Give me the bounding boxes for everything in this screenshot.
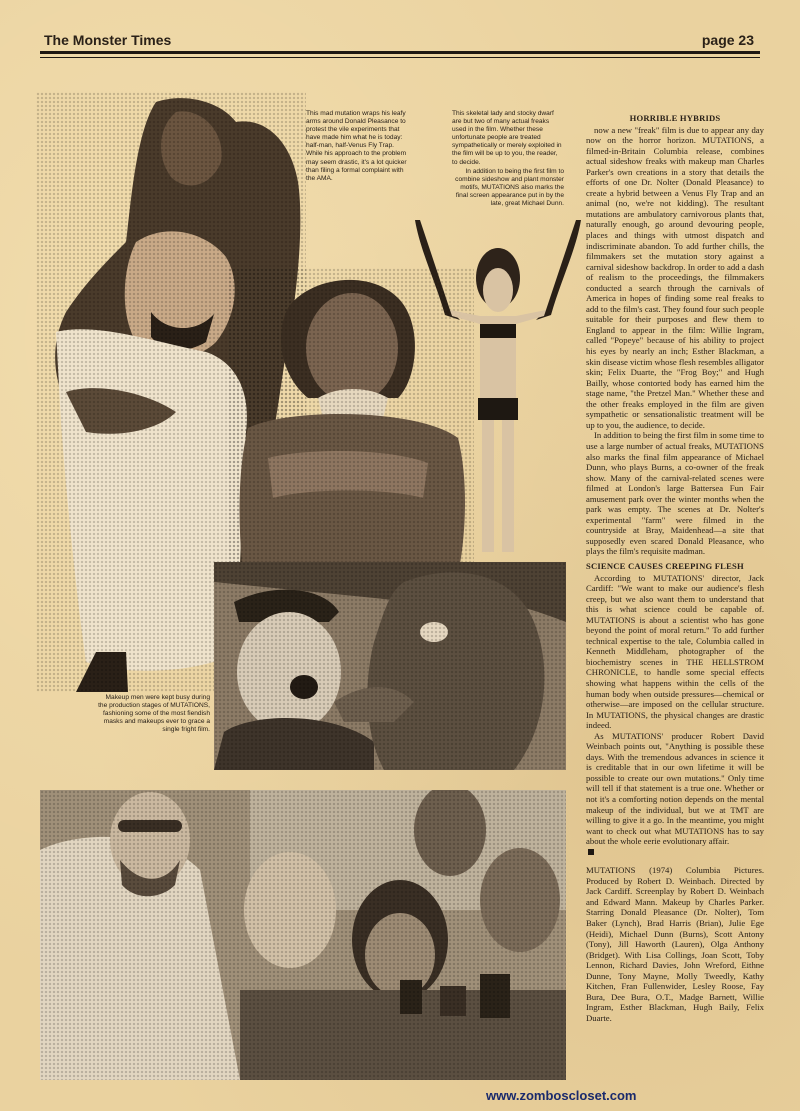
- caption-makeup-men-text: Makeup men were kept busy during the production stages of MUTATIONS, fashioning some of the most fiendish masks and makeups ever to grace a single fright film.: [98, 694, 210, 734]
- heading-science-creeping-flesh: SCIENCE CAUSES CREEPING FLESH: [586, 560, 744, 571]
- caption-skeletal-lady: [452, 110, 564, 208]
- caption-venus-trap-text: This mad mutation wraps his leafy arms around Donald Pleasance to protest the vile experiments that have made him what he is today: half-man, half-Venus Fly Trap. While his approach to the problem may seem drastic, it's a lot quicker than filing a formal complaint with the AMA.: [306, 110, 407, 182]
- article-paragraph: In addition to being the first film in some time to use a large number of actual freaks, MUTATIONS also marks the final film appearance of Michael Dunn, who plays Burns, a co-owner of the freak show. Many of the carnival-related scenes were filmed at London's large Battersea Fun Fair amusement park over the winter months when the park was empty. The scenes at Dr. Nolter's experimental "farm" were filmed in the countryside at Bray, Maidenhead—a site that supposedly even scared Donald Pleasance, who plays the film's requisite madman.: [586, 430, 764, 557]
- caption-venus-trap: [306, 110, 412, 183]
- skeletal-lady-illustration: [410, 220, 586, 552]
- caption-skeletal-lady-text-2: In addition to being the first film to combine sideshow and plant monster motifs, MUTATIONS also marks the final screen appearance put in by the late, great Michael Dunn.: [455, 167, 564, 208]
- caption-makeup-men: [98, 694, 210, 734]
- photo-skeletal-lady: [410, 220, 586, 552]
- article-column: [586, 113, 764, 1023]
- film-credits: MUTATIONS (1974) Columbia Pictures. Produced by Robert D. Weinbach. Directed by Jack Cardiff. Screenplay by Robert D. Weinbach and Edward Mann. Makeup by Charles Parker. Starring Donald Pleasance (Dr. Nolter), Tom Baker (Lynch), Brad Harris (Brian), Julie Ege (Heidi), Michael Dunn (Burns), Scott Antony (Tony), Jill Haworth (Lauren), Olga Anthony (Bridget). With Lisa Collings, Joan Scott, Toby Lennon, Richard Davies, John Wreford, Eithne Dunne, Tony Mayne, Molly Tweedly, Kathy Kitchen, Fran Fullenwider, Lesley Roose, Fay Bura, Dee Bura, O.T., Madge Barnett, Willie Ingram, Esther Blackman, Hugh Baily, Felix Duarte.: [586, 865, 764, 1023]
- header-rule: [40, 51, 760, 54]
- caption-skeletal-lady-text-1: This skeletal lady and stocky dwarf are but two of many actual freaks used in the film. Whether these unfortunate people are treated sympathetically or merely exploited in the film will be up to you, the reader, to decide.: [452, 110, 562, 166]
- article-paragraph: now a new "freak" film is due to appear any day now on the horror horizon. MUTATIONS, a filmed-in-Britain Columbia release, combines actual sideshow freaks with makeup man Charles Parker's own creations in a story that details the efforts of one Dr. Nolter (Donald Pleasance) to create a hybrid between a Venus Fly Trap and an animal (no, we're not kidding). The resultant mutations are ambulatory carnivorous plants that, naturally enough, go around devouring people, places and things with utmost dispatch and indiscriminate abandon. To add further chills, the filmmakers set the mutation story against a carnival sideshow backdrop. In order to add a dash of realism to the proceedings, the filmmakers conducted a search through the carnivals of America in hopes of finding some real freaks to add to the film's cast. They found four such people suitable for their purposes and flew them to England to appear in the film: Willie Ingram, called "Popeye" because of his ability to project his eyes by nearly an inch; Esther Blackman, a skin disease victim whose flesh resembles alligator skin; Felix Duarte, the "Frog Boy;" and Hugh Bailly, whose contorted body has earned him the stage name, "the Pretzel Man." Whether these and the other freaks employed in the film are given sympathetic or sensationalistic treatment will be up to you, the audience, to decide.: [586, 124, 764, 430]
- photo-makeup-workshop: [40, 790, 566, 1080]
- heading-horrible-hybrids: HORRIBLE HYBRIDS: [629, 113, 721, 123]
- mutant-attack-illustration: [214, 562, 566, 770]
- article-paragraph: According to MUTATIONS' director, Jack Cardiff: "We want to make our audience's flesh creep, but we also want them to understand that this is what science could be capable of. MUTATIONS is about a scientist who has gone beyond the point of moral return." To add further technical expertise to the tale, Columbia called in Kenneth Middleham, photographer of the biochemistry scenes in THE HELLSTROM CHRONICLE, to handle some special effects showing what happens within the cells of the human body when outside pressures—chemical or otherwise—are imposed on the cellular structure. In MUTATIONS, the physical changes are drastic indeed.: [586, 572, 764, 731]
- photo-mutant-attack: [214, 562, 566, 770]
- page-number: page 23: [701, 32, 754, 48]
- header-rule-thin: [40, 57, 760, 58]
- article-paragraph: As MUTATIONS' producer Robert David Weinbach points out, "Anything is possible these days. With the tremendous advances in science it is creditable that in our own lifetime it will be possible to create our own mutations." Only time will tell if that statement is a true one. Whether or not it's a comforting notion depends on the mental makeup of the individual, but we at TMT are willing to give it a go. In the meantime, you might want to check out what MUTATIONS has to say about the whole eerie evolutionary affair.: [586, 730, 764, 847]
- site-watermark: www.zomboscloset.com: [486, 1088, 637, 1103]
- makeup-workshop-illustration: [40, 790, 566, 1080]
- end-mark: [588, 849, 594, 855]
- publication-name: The Monster Times: [44, 32, 172, 48]
